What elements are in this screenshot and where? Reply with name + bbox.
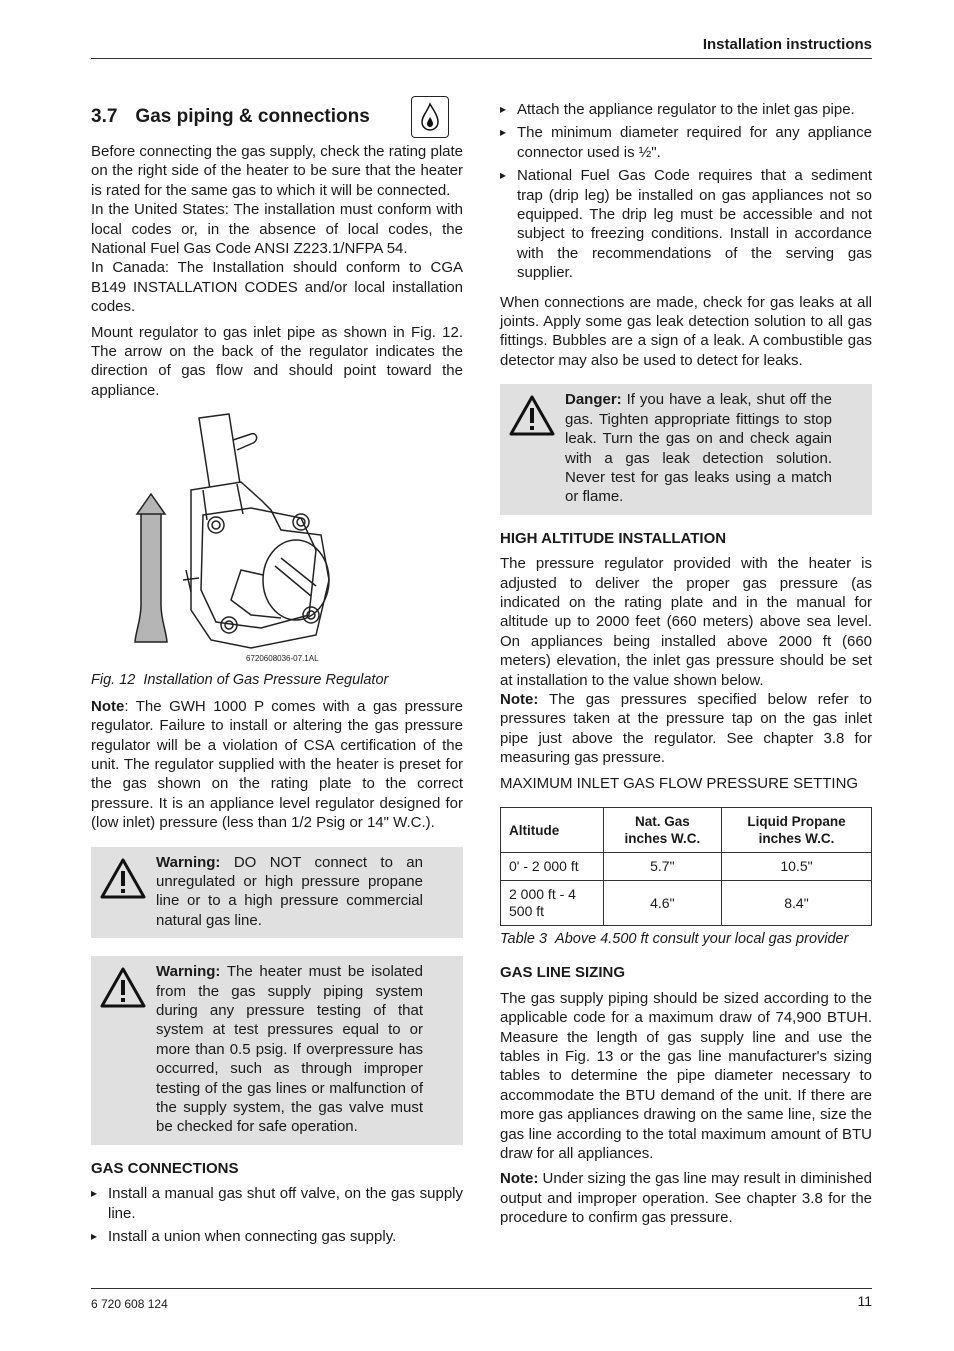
note-text: : The GWH 1000 P comes with a gas pressure regulator. Failure to install or altering the gas pressure regulator will be a violation of CSA certification of the unit. The regulator supplied with the heater is preset for the gas shown on the rating plate to the correct pressure. It is an appliance level regulator designed for (low inlet) pressure (less than 1/2 Psig or 14" W.C.). [91,697,463,832]
section-title [91,107,370,126]
regulator-figure [91,410,463,665]
section-number: 3.7 [91,106,118,128]
table-row [501,881,872,926]
warning-box-1 [91,847,463,939]
altitude-heading: HIGH ALTITUDE INSTALLATION [500,529,727,547]
danger-label: Danger: [565,391,622,409]
table-header-cell: Altitude [501,808,604,853]
list-item: ▸ National Fuel Gas Code requires that a sediment trap (drip leg) be installed on gas appliances not so equipped. The drip leg must be accessible and not subject to freezing conditions. Install in accordance with the recommendations of the serving gas supplier. [500,166,872,282]
list-item: ▸ The minimum diameter required for any appliance connector used is ½". [500,123,872,162]
regulator-illustration [91,410,463,665]
danger-text [565,390,832,506]
warning-triangle-icon [99,962,149,1137]
warning-triangle-icon [508,390,558,506]
installation-steps-list [500,100,872,283]
figure-caption-text: Installation of Gas Pressure Regulator [143,672,389,689]
table-cell: 8.4" [721,881,871,926]
flame-icon [411,96,449,138]
gas-line-sizing-note [500,1169,872,1227]
page-number: 11 [857,1293,872,1309]
warning-2-body: The heater must be isolated from the gas supply piping system during any pressure testing of that system at test pressures equal to or more than 0.5 psig. If overpressure has occurred, such as through improper testing of the gas lines or malfunction of the supply system, the gas valve must be checked for safe operation. [156,963,423,1136]
table-cell: 10.5" [721,853,871,881]
table-header-cell: Nat. Gas inches W.C. [603,808,721,853]
leak-check-paragraph: When connections are made, check for gas leaks at all joints. Apply some gas leak detection solution to all gas fittings. Bubbles are a sign of a leak. A combustible gas detector may also be used to detect for leaks. [500,293,872,369]
document-number: 6 720 608 124 [91,1297,168,1311]
warning-2-text [156,962,423,1137]
list-item: ▸ Attach the appliance regulator to the inlet gas pipe. [500,100,872,119]
sizing-note-text: Under sizing the gas line may result in diminished output and improper operation. See chapter 3.8 for the procedure to confirm gas pressure. [500,1170,872,1227]
list-item: ▸ Install a union when connecting gas supply. [91,1227,463,1246]
table-header-cell: Liquid Propane inches W.C. [721,808,871,853]
altitude-note-text: The gas pressures specified below refer to pressures taken at the pressure tap on the gas inlet pipe just above the regulator. See chapter 3.8 for measuring gas pressure. [500,690,872,767]
note-paragraph [91,697,463,833]
warning-triangle-icon [99,853,149,931]
flow-arrow-icon [135,494,167,642]
altitude-note [500,690,872,768]
table-cell: 2 000 ft - 4 500 ft [501,881,604,926]
intro-paragraph-2: In the United States: The installation must conform with local codes or, in the absence of local codes, the National Fuel Gas Code ANSI Z223.1/NFPA 54. [91,201,463,258]
danger-box [500,384,872,514]
figure-caption [91,671,463,690]
section-heading [91,96,463,138]
sizing-note-label: Note: [500,1170,539,1188]
section-title-text: Gas piping & connections [135,106,370,128]
warning-box-2 [91,956,463,1145]
altitude-note-label: Note: [500,690,539,708]
gas-line-sizing-paragraph: The gas supply piping should be sized according to the applicable code for a maximum draw of 74,900 BTUH. Measure the length of gas supply line and use the tables in Fig. 13 or the gas line manufacturer's sizing tables to determine the pipe diameter necessary to accommodate the BTU demand of the unit. If there are more gas appliances drawing on the same line, size the gas line according to the total maximum amount of BTU draw for all appliances. [500,989,872,1163]
left-column [91,96,463,1250]
table-row [501,853,872,881]
warning-1-label: Warning: [156,853,221,871]
max-pressure-label: MAXIMUM INLET GAS FLOW PRESSURE SETTING [500,774,859,792]
gas-connections-list [91,1184,463,1246]
header-title: Installation instructions [702,36,872,53]
danger-body: If you have a leak, shut off the gas. Tighten appropriate fittings to stop leak. Turn the gas on and check again with a gas leak detection solution. Never test for gas leaks using a match or flame. [565,391,832,506]
pressure-table [500,807,872,926]
table-cell: 5.7" [603,853,721,881]
footer-divider [91,1288,872,1289]
note-label: Note [91,697,125,715]
gas-connections-heading: GAS CONNECTIONS [91,1159,239,1177]
right-column [500,100,872,1228]
intro-paragraph-3: In Canada: The Installation should conform to CGA B149 INSTALLATION CODES and/or local installation codes. [91,259,463,316]
warning-1-body: DO NOT connect to an unregulated or high pressure propane line or to a high pressure commercial natural gas line. [156,853,423,929]
figure-caption-number: Fig. 12 [91,672,136,689]
mount-paragraph: Mount regulator to gas inlet pipe as shown in Fig. 12. The arrow on the back of the regulator indicates the direction of gas flow and should point toward the appliance. [91,323,463,399]
table-caption-number: Table 3 [500,931,548,947]
list-item: ▸ Install a manual gas shut off valve, on the gas supply line. [91,1184,463,1223]
table-cell: 4.6" [603,881,721,926]
figure-code: 6720608036-07.1AL [246,654,319,664]
table-cell: 0' - 2 000 ft [501,853,604,881]
altitude-paragraph: The pressure regulator provided with the heater is adjusted to deliver the proper gas pressure (as indicated on the rating plate and in the manual for altitude up to 2000 feet (660 meters) above sea level. On appliances being installed above 2000 ft (660 meters) elevation, the inlet gas pressure should be set at installation to the value shown below. [500,555,872,689]
intro-paragraph-1: Before connecting the gas supply, check the rating plate on the right side of the heater to be sure that the heater is rated for the same gas to which it will be connected. [91,143,463,199]
header-divider [91,58,872,59]
warning-2-label: Warning: [156,963,221,981]
table-caption [500,930,872,949]
table-caption-text: Above 4.500 ft consult your local gas provider [555,931,849,947]
gas-line-sizing-heading: GAS LINE SIZING [500,964,626,982]
warning-1-text [156,853,423,931]
table-header-row [501,808,872,853]
